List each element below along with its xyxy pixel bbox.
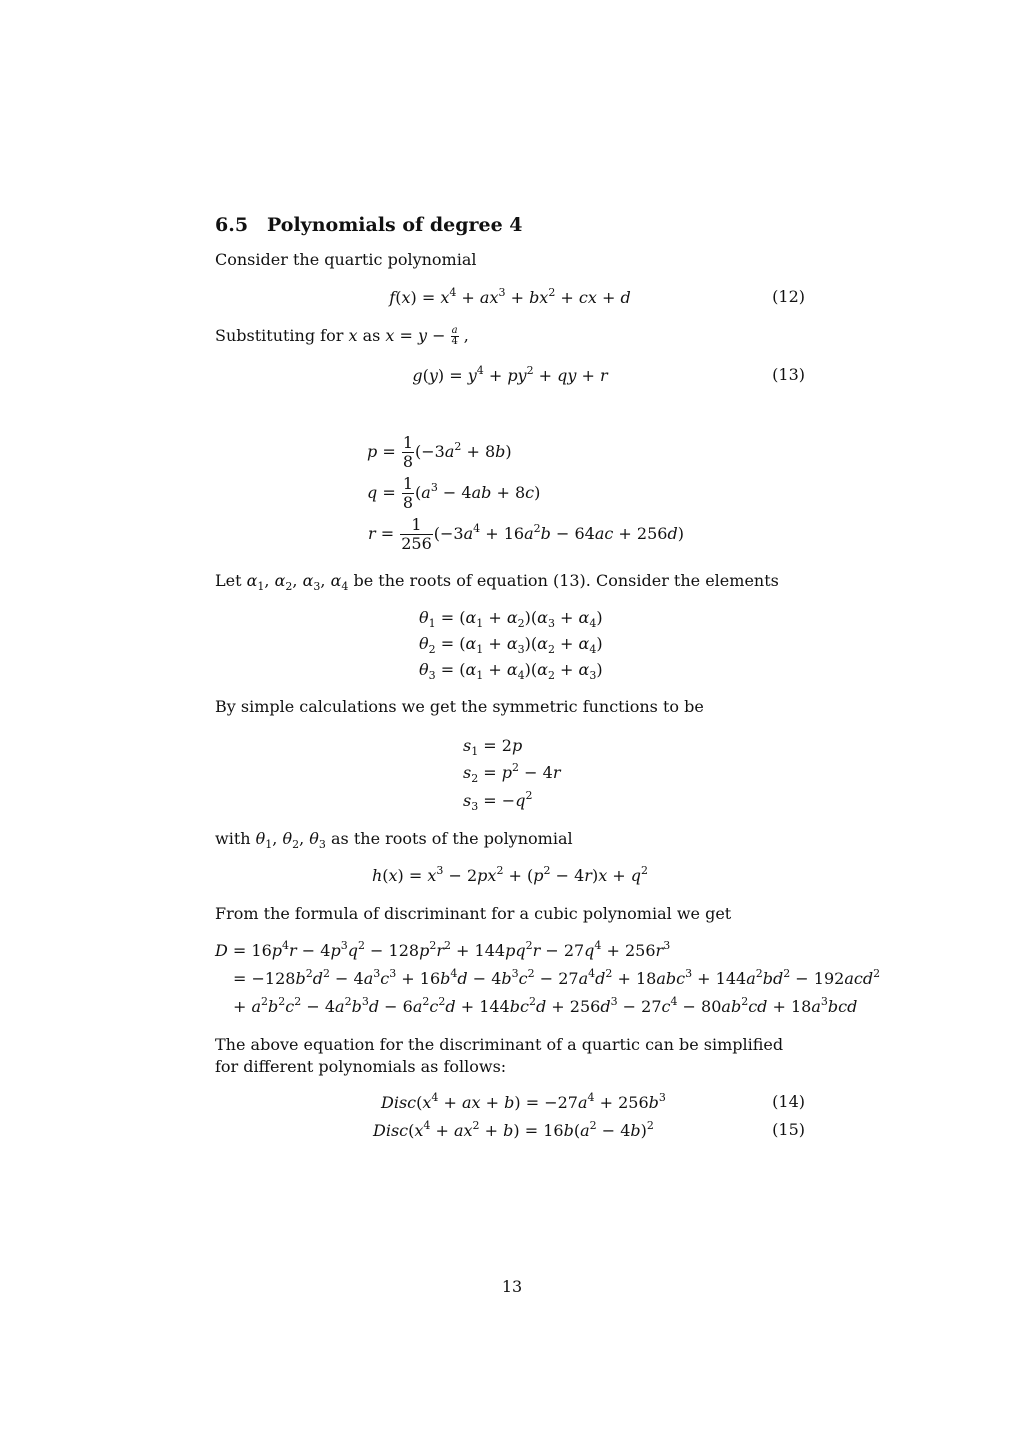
equation-r-definition: r = $\frac{1}{256}$ $(-3a^4 + 16a^2b - 64ac + 256d)$ — [368, 515, 684, 553]
paragraph-substituting: Substituting for x as x = y − $\frac{a}{4}$ , — [215, 325, 469, 347]
paragraph-with-theta: with $\theta_1$, $\theta_2$, $\theta_3$ as the roots of the polynomial — [215, 829, 573, 851]
equation-14: $Disc(x^4$ + ax + $b) = -27a^4 + 256b^3$ — [381, 1091, 666, 1112]
section-heading — [215, 214, 523, 236]
equation-13: $g(y) = y^4 + py^2$ + qy + r — [412, 364, 608, 385]
equation-s2: $s_2 = p^2 - 4r$ — [463, 761, 561, 785]
equation-15: $Disc(x^4 + ax^2 + b) = 16b(a^2 - 4b)^2$ — [373, 1119, 654, 1140]
equation-12: $f(x) = x^4 + ax^3 + bx^2$ + cx + d — [389, 286, 631, 307]
paragraph-roots: Let $\alpha_1$, $\alpha_2$, $\alpha_3$, $\alpha_4$ be the roots of equation (13). Consider the elements — [215, 571, 779, 593]
equation-discriminant-line3: + $a^2b^2c^2 - 4a^2b^3d - 6a^2c^2d + 144bc^2d + 256d^3 - 27c^4 - 80ab^2cd + 18a^3bcd$ — [233, 995, 858, 1016]
equation-theta1: $\theta_1 = (\alpha_1 + \alpha_2)(\alpha_3 + \alpha_4)$ — [419, 608, 603, 630]
equation-15-number: (15) — [772, 1120, 805, 1139]
equation-14-number: (14) — [772, 1092, 805, 1111]
equation-h: $h(x) = x^3 - 2px^2 + (p^2 - 4r)x + q^2$ — [371, 864, 649, 885]
paragraph-intro: Consider the quartic polynomial — [215, 250, 477, 269]
equation-p-definition: p = $\frac{1}{8}$ $(-3a^2 + 8b)$ — [367, 433, 512, 471]
paragraph-symmetric: By simple calculations we get the symmetric functions to be — [215, 697, 704, 716]
paragraph-formula: From the formula of discriminant for a cubic polynomial we get — [215, 904, 732, 923]
equation-discriminant-line2: = $-128b^2d^2 - 4a^3c^3 + 16b^4d - 4b^3c^2 - 27a^4d^2 + 18abc^3 + 144a^2bd^2 - 192acd^2$ — [233, 967, 881, 988]
equation-s3: $s_3 = -q^2$ — [463, 789, 533, 813]
page-number: 13 — [501, 1277, 523, 1296]
equation-q-definition: q = $\frac{1}{8}$ $(a^3 - 4ab + 8c)$ — [367, 474, 541, 512]
section-number: 6.5 — [215, 214, 249, 236]
equation-s1: $s_1 = 2p$ — [463, 736, 523, 758]
equation-theta3: $\theta_3 = (\alpha_1 + \alpha_4)(\alpha_2 + \alpha_3)$ — [419, 660, 603, 682]
equation-theta2: $\theta_2 = (\alpha_1 + \alpha_3)(\alpha_2 + \alpha_4)$ — [419, 634, 603, 656]
paragraph-simplified: The above equation for the discriminant of a quartic can be simplified for different polynomials as follows: — [215, 1035, 784, 1076]
section-title: Polynomials of degree 4 — [267, 214, 523, 236]
equation-discriminant-line1: $D = 16p^4r - 4p^3q^2 - 128p^2r^2 + 144pq^2r - 27q^4 + 256r^3$ — [215, 939, 671, 960]
equation-13-number: (13) — [772, 365, 805, 384]
equation-12-number: (12) — [772, 287, 805, 306]
